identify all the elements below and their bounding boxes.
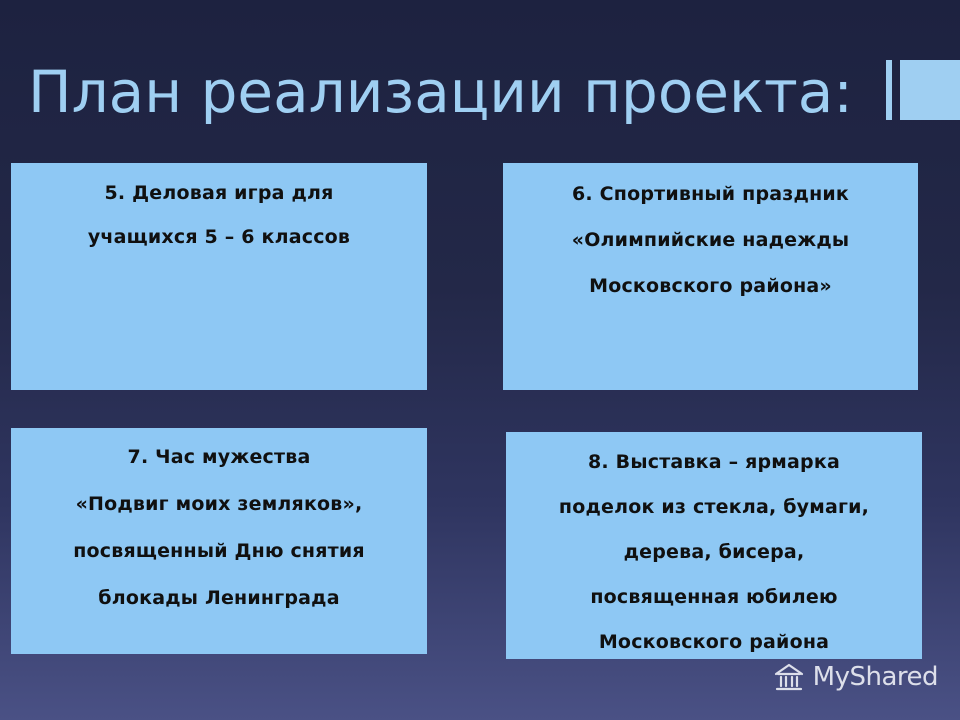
card-text-line: поделок из стекла, бумаги, [558, 496, 870, 518]
slide-title: План реализации проекта: [28, 58, 853, 126]
card-text-line: Московского района» [589, 275, 832, 297]
decorative-bar-thick [900, 60, 960, 120]
decorative-bar-thin [886, 60, 892, 120]
card-text-line: дерева, бисера, [623, 541, 805, 563]
plan-card-6 [503, 163, 918, 390]
card-text-line: Московского района [598, 631, 830, 653]
watermark[interactable] [773, 662, 938, 692]
card-text-line: блокады Ленинграда [98, 587, 340, 609]
plan-card-7 [11, 428, 427, 654]
card-text-line: 5. Деловая игра для [104, 182, 334, 204]
watermark-text: MyShared [812, 662, 938, 692]
card-text-line: посвященный Дню снятия [73, 540, 365, 562]
card-text-line: «Олимпийские надежды [571, 229, 850, 251]
card-text-line: посвященная юбилею [590, 586, 838, 608]
plan-card-5 [11, 163, 427, 390]
card-text-line: учащихся 5 – 6 классов [87, 226, 351, 248]
card-text-line: «Подвиг моих земляков», [75, 493, 363, 515]
card-text-line: 7. Час мужества [127, 446, 311, 468]
card-text-line: 6. Спортивный праздник [571, 183, 850, 205]
card-text-line: 8. Выставка – ярмарка [588, 451, 840, 473]
building-icon [773, 662, 805, 692]
plan-card-8 [506, 432, 922, 659]
